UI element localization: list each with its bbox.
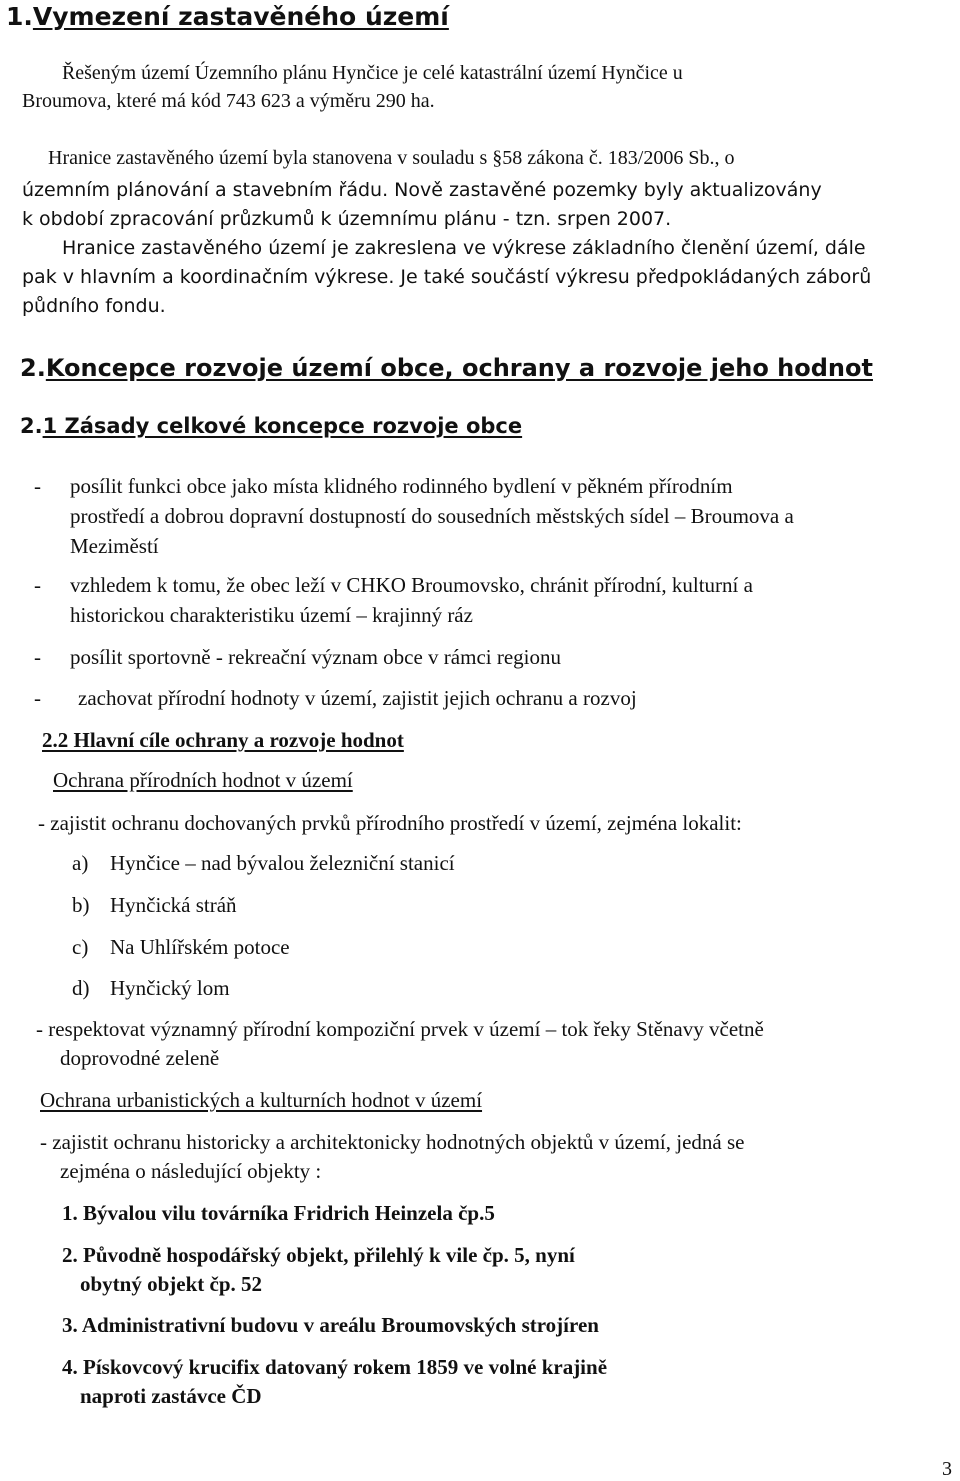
urban-values-intro-line-1: - zajistit ochranu historicky a architektonicky hodnotných objektů v území, jedná se (40, 1130, 745, 1154)
respect-line-1: - respektovat významný přírodní kompoziční prvek v území – tok řeky Stěnavy včetně (36, 1017, 764, 1041)
natural-values-heading: Ochrana přírodních hodnot v území (53, 768, 353, 792)
section-1-title: Vymezení zastavěného území (32, 2, 449, 31)
heritage-object-4-line-1: 4. Pískovcový krucifix datovaný rokem 1859 ve volné krajině (62, 1355, 608, 1379)
locality-letter: b) (72, 893, 90, 917)
subsection-2-2-heading: 2.2 Hlavní cíle ochrany a rozvoje hodnot (42, 728, 404, 752)
list-item-3-line-1: posílit sportovně - rekreační význam obce v rámci regionu (70, 645, 561, 669)
para-1-line-2: Broumova, které má kód 743 623 a výměru 290 ha. (22, 90, 435, 112)
list-item-1-line-1: posílit funkci obce jako místa klidného rodinného bydlení v pěkném přírodním (70, 474, 733, 498)
bullet-dash: - (34, 474, 41, 498)
para-1-line-1: Řešeným území Územního plánu Hynčice je celé katastrální území Hynčice u (62, 62, 683, 84)
bullet-dash: - (34, 686, 41, 710)
list-item-4-line-1: zachovat přírodní hodnoty v území, zajistit jejich ochranu a rozvoj (78, 686, 637, 710)
urban-values-heading: Ochrana urbanistických a kulturních hodnot v území (40, 1088, 483, 1112)
heritage-object-2-line-1: 2. Původně hospodářský objekt, přilehlý k vile čp. 5, nyní (62, 1243, 575, 1267)
natural-values-intro: - zajistit ochranu dochovaných prvků přírodního prostředí v území, zejména lokalit: (38, 811, 742, 835)
section-2-heading (20, 354, 873, 382)
locality-text: Hynčický lom (110, 976, 230, 1000)
para-2-line-1: Hranice zastavěného území byla stanovena v souladu s §58 zákona č. 183/2006 Sb., o (48, 147, 735, 169)
locality-letter: a) (72, 851, 89, 875)
list-item-1-line-3: Meziměstí (70, 534, 159, 558)
locality-text: Hynčická stráň (110, 893, 237, 917)
para-3-line-2: pak v hlavním a koordinačním výkrese. Je také součástí výkresu předpokládaných záborů (22, 266, 872, 288)
locality-text: Hynčice – nad bývalou železniční stanicí (110, 851, 455, 875)
subsection-2-1-number: 2. (20, 414, 43, 438)
section-2-title: Koncepce rozvoje území obce, ochrany a rozvoje jeho hodnot (45, 354, 873, 382)
heritage-object-1: 1. Bývalou vilu továrníka Fridrich Heinzela čp.5 (62, 1201, 495, 1225)
list-item-2-line-2: historickou charakteristiku území – krajinný ráz (70, 603, 473, 627)
subsection-2-1-heading (20, 414, 522, 438)
para-2-line-3: k období zpracování průzkumů k územnímu plánu - tzn. srpen 2007. (22, 208, 672, 230)
bullet-dash: - (34, 645, 41, 669)
respect-line-2: doprovodné zeleně (60, 1046, 220, 1070)
para-3-line-3: půdního fondu. (22, 295, 166, 317)
locality-letter: c) (72, 935, 89, 959)
section-1-number: 1. (6, 2, 33, 31)
section-2-number: 2. (20, 354, 46, 382)
heritage-object-4-line-2: naproti zastávce ČD (80, 1384, 262, 1408)
bullet-dash: - (34, 573, 41, 597)
locality-text: Na Uhlířském potoce (110, 935, 290, 959)
urban-values-intro-line-2: zejména o následující objekty : (60, 1159, 322, 1183)
list-item-1-line-2: prostředí a dobrou dopravní dostupností do sousedních městských sídel – Broumova a (70, 504, 794, 528)
subsection-2-1-title: 1 Zásady celkové koncepce rozvoje obce (42, 414, 523, 438)
section-1-heading (6, 2, 449, 31)
page-number: 3 (942, 1458, 952, 1480)
list-item-2-line-1: vzhledem k tomu, že obec leží v CHKO Broumovsko, chránit přírodní, kulturní a (70, 573, 753, 597)
locality-letter: d) (72, 976, 90, 1000)
heritage-object-2-line-2: obytný objekt čp. 52 (80, 1272, 263, 1296)
para-3-line-1: Hranice zastavěného území je zakreslena ve výkrese základního členění území, dále (62, 237, 866, 259)
para-2-line-2: územním plánování a stavebním řádu. Nově zastavěné pozemky byly aktualizovány (22, 179, 822, 201)
heritage-object-3: 3. Administrativní budovu v areálu Broumovských strojíren (62, 1313, 599, 1337)
